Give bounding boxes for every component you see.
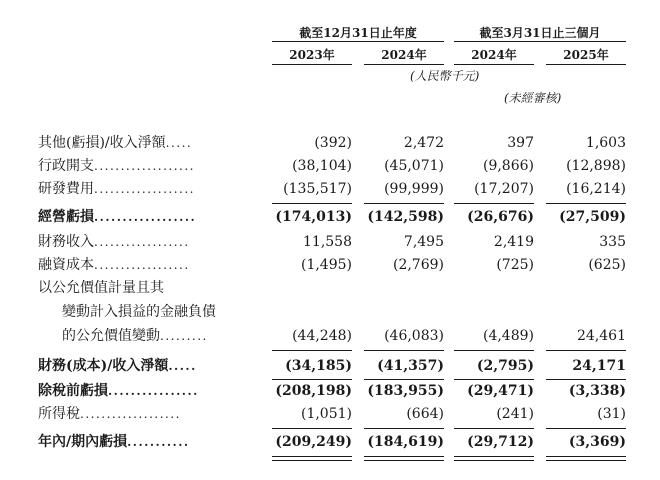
cell-2024: (142,598)	[367, 209, 444, 225]
cell-2024: 2,472	[403, 135, 444, 151]
cell-q2025: (3,369)	[568, 434, 626, 450]
subtotal-rule	[272, 428, 352, 429]
row-label: 財務(成本)/收入淨額.....	[38, 358, 197, 374]
year-rule-4	[546, 64, 626, 65]
total-double-rule	[546, 456, 626, 461]
cell-q2025: (12,898)	[566, 158, 626, 174]
cell-2024: (45,071)	[384, 158, 444, 174]
cell-q2025: (27,509)	[559, 209, 626, 225]
cell-q2024: (29,712)	[467, 434, 534, 450]
cell-q2025: 335	[599, 234, 626, 250]
cell-2023: (209,249)	[275, 434, 352, 450]
cell-2024: (184,619)	[367, 434, 444, 450]
group-rule-annual	[272, 41, 444, 42]
cell-2024: (99,999)	[384, 181, 444, 197]
cell-q2024: (725)	[496, 257, 534, 273]
subtotal-rule	[454, 350, 534, 351]
cell-q2025: 24,171	[572, 358, 626, 374]
row-label: 經營虧損..................	[38, 209, 197, 225]
cell-q2024: (9,866)	[482, 158, 534, 174]
cell-q2024: (2,795)	[476, 358, 534, 374]
group-rule-quarter	[454, 41, 626, 42]
cell-2024: (664)	[406, 406, 444, 422]
table-row	[0, 324, 660, 348]
row-label: 的公允價值變動.........	[62, 328, 208, 344]
cell-2024: (183,955)	[367, 383, 444, 399]
cell-2023: (38,104)	[292, 158, 352, 174]
table-row	[0, 253, 660, 277]
table-row	[0, 300, 660, 324]
cell-2023: (1,495)	[300, 257, 352, 273]
table-row	[0, 430, 660, 454]
total-double-rule	[364, 456, 444, 461]
row-label: 所得稅...................	[38, 406, 181, 422]
cell-q2024: (241)	[496, 406, 534, 422]
cell-q2024: (17,207)	[474, 181, 534, 197]
subtotal-rule	[364, 350, 444, 351]
table-row	[0, 276, 660, 300]
row-label: 年內/期內虧損...........	[38, 434, 190, 450]
cell-q2025: (31)	[597, 406, 626, 422]
cell-2024: (41,357)	[377, 358, 444, 374]
table-row	[0, 154, 660, 178]
cell-q2025: (3,338)	[568, 383, 626, 399]
cell-q2024: (29,471)	[467, 383, 534, 399]
cell-2023: (174,013)	[275, 209, 352, 225]
year-header-1: 2023年	[289, 48, 335, 62]
year-header-4: 2025年	[563, 48, 609, 62]
cell-2023: (135,517)	[283, 181, 352, 197]
table-row	[0, 230, 660, 254]
row-label: 財務收入..................	[38, 234, 190, 250]
cell-q2025: 24,461	[577, 328, 626, 344]
cell-q2024: (4,489)	[482, 328, 534, 344]
cell-2023: (34,185)	[285, 358, 352, 374]
cell-2023: 11,558	[303, 234, 352, 250]
subtotal-rule	[272, 350, 352, 351]
cell-q2024: 397	[507, 135, 534, 151]
subtotal-rule	[546, 350, 626, 351]
subtotal-rule	[364, 428, 444, 429]
row-label: 變動計入損益的金融負債	[62, 304, 216, 320]
cell-2024: (46,083)	[384, 328, 444, 344]
group-label-annual: 截至12月31日止年度	[299, 26, 417, 40]
cell-2023: (44,248)	[292, 328, 352, 344]
row-label: 以公允價值計量且其	[38, 280, 164, 296]
year-rule-1	[272, 64, 352, 65]
subtotal-rule	[546, 203, 626, 204]
cell-q2024: 2,419	[493, 234, 534, 250]
table-row	[0, 205, 660, 229]
table-row	[0, 402, 660, 426]
subtotal-rule	[454, 203, 534, 204]
total-double-rule	[272, 456, 352, 461]
subtotal-rule	[272, 203, 352, 204]
cell-q2025: 1,603	[585, 135, 626, 151]
cell-q2024: (26,676)	[467, 209, 534, 225]
total-double-rule	[454, 456, 534, 461]
cell-2023: (208,198)	[275, 383, 352, 399]
table-row	[0, 354, 660, 378]
cell-q2025: (625)	[588, 257, 626, 273]
row-label: 除稅前虧損................	[38, 383, 199, 399]
cell-2023: (392)	[314, 135, 352, 151]
row-label: 其他(虧損)/收入淨額.....	[38, 135, 193, 151]
row-label: 行政開支...................	[38, 158, 195, 174]
year-header-3: 2024年	[471, 48, 517, 62]
row-label: 融資成本..................	[38, 257, 190, 273]
table-row	[0, 379, 660, 403]
subtotal-rule	[364, 203, 444, 204]
group-label-quarter: 截至3月31日止三個月	[479, 26, 601, 40]
cell-2024: (2,769)	[392, 257, 444, 273]
year-rule-3	[454, 64, 534, 65]
unaudited-note: (未經審核)	[504, 91, 562, 105]
subtotal-rule	[546, 428, 626, 429]
cell-q2025: (16,214)	[566, 181, 626, 197]
year-header-2: 2024年	[381, 48, 427, 62]
currency-note: (人民幣千元)	[410, 69, 480, 83]
table-row	[0, 177, 660, 201]
row-label: 研發費用...................	[38, 181, 195, 197]
table-row	[0, 131, 660, 155]
cell-2024: 7,495	[403, 234, 444, 250]
year-rule-2	[364, 64, 444, 65]
cell-2023: (1,051)	[300, 406, 352, 422]
subtotal-rule	[454, 428, 534, 429]
